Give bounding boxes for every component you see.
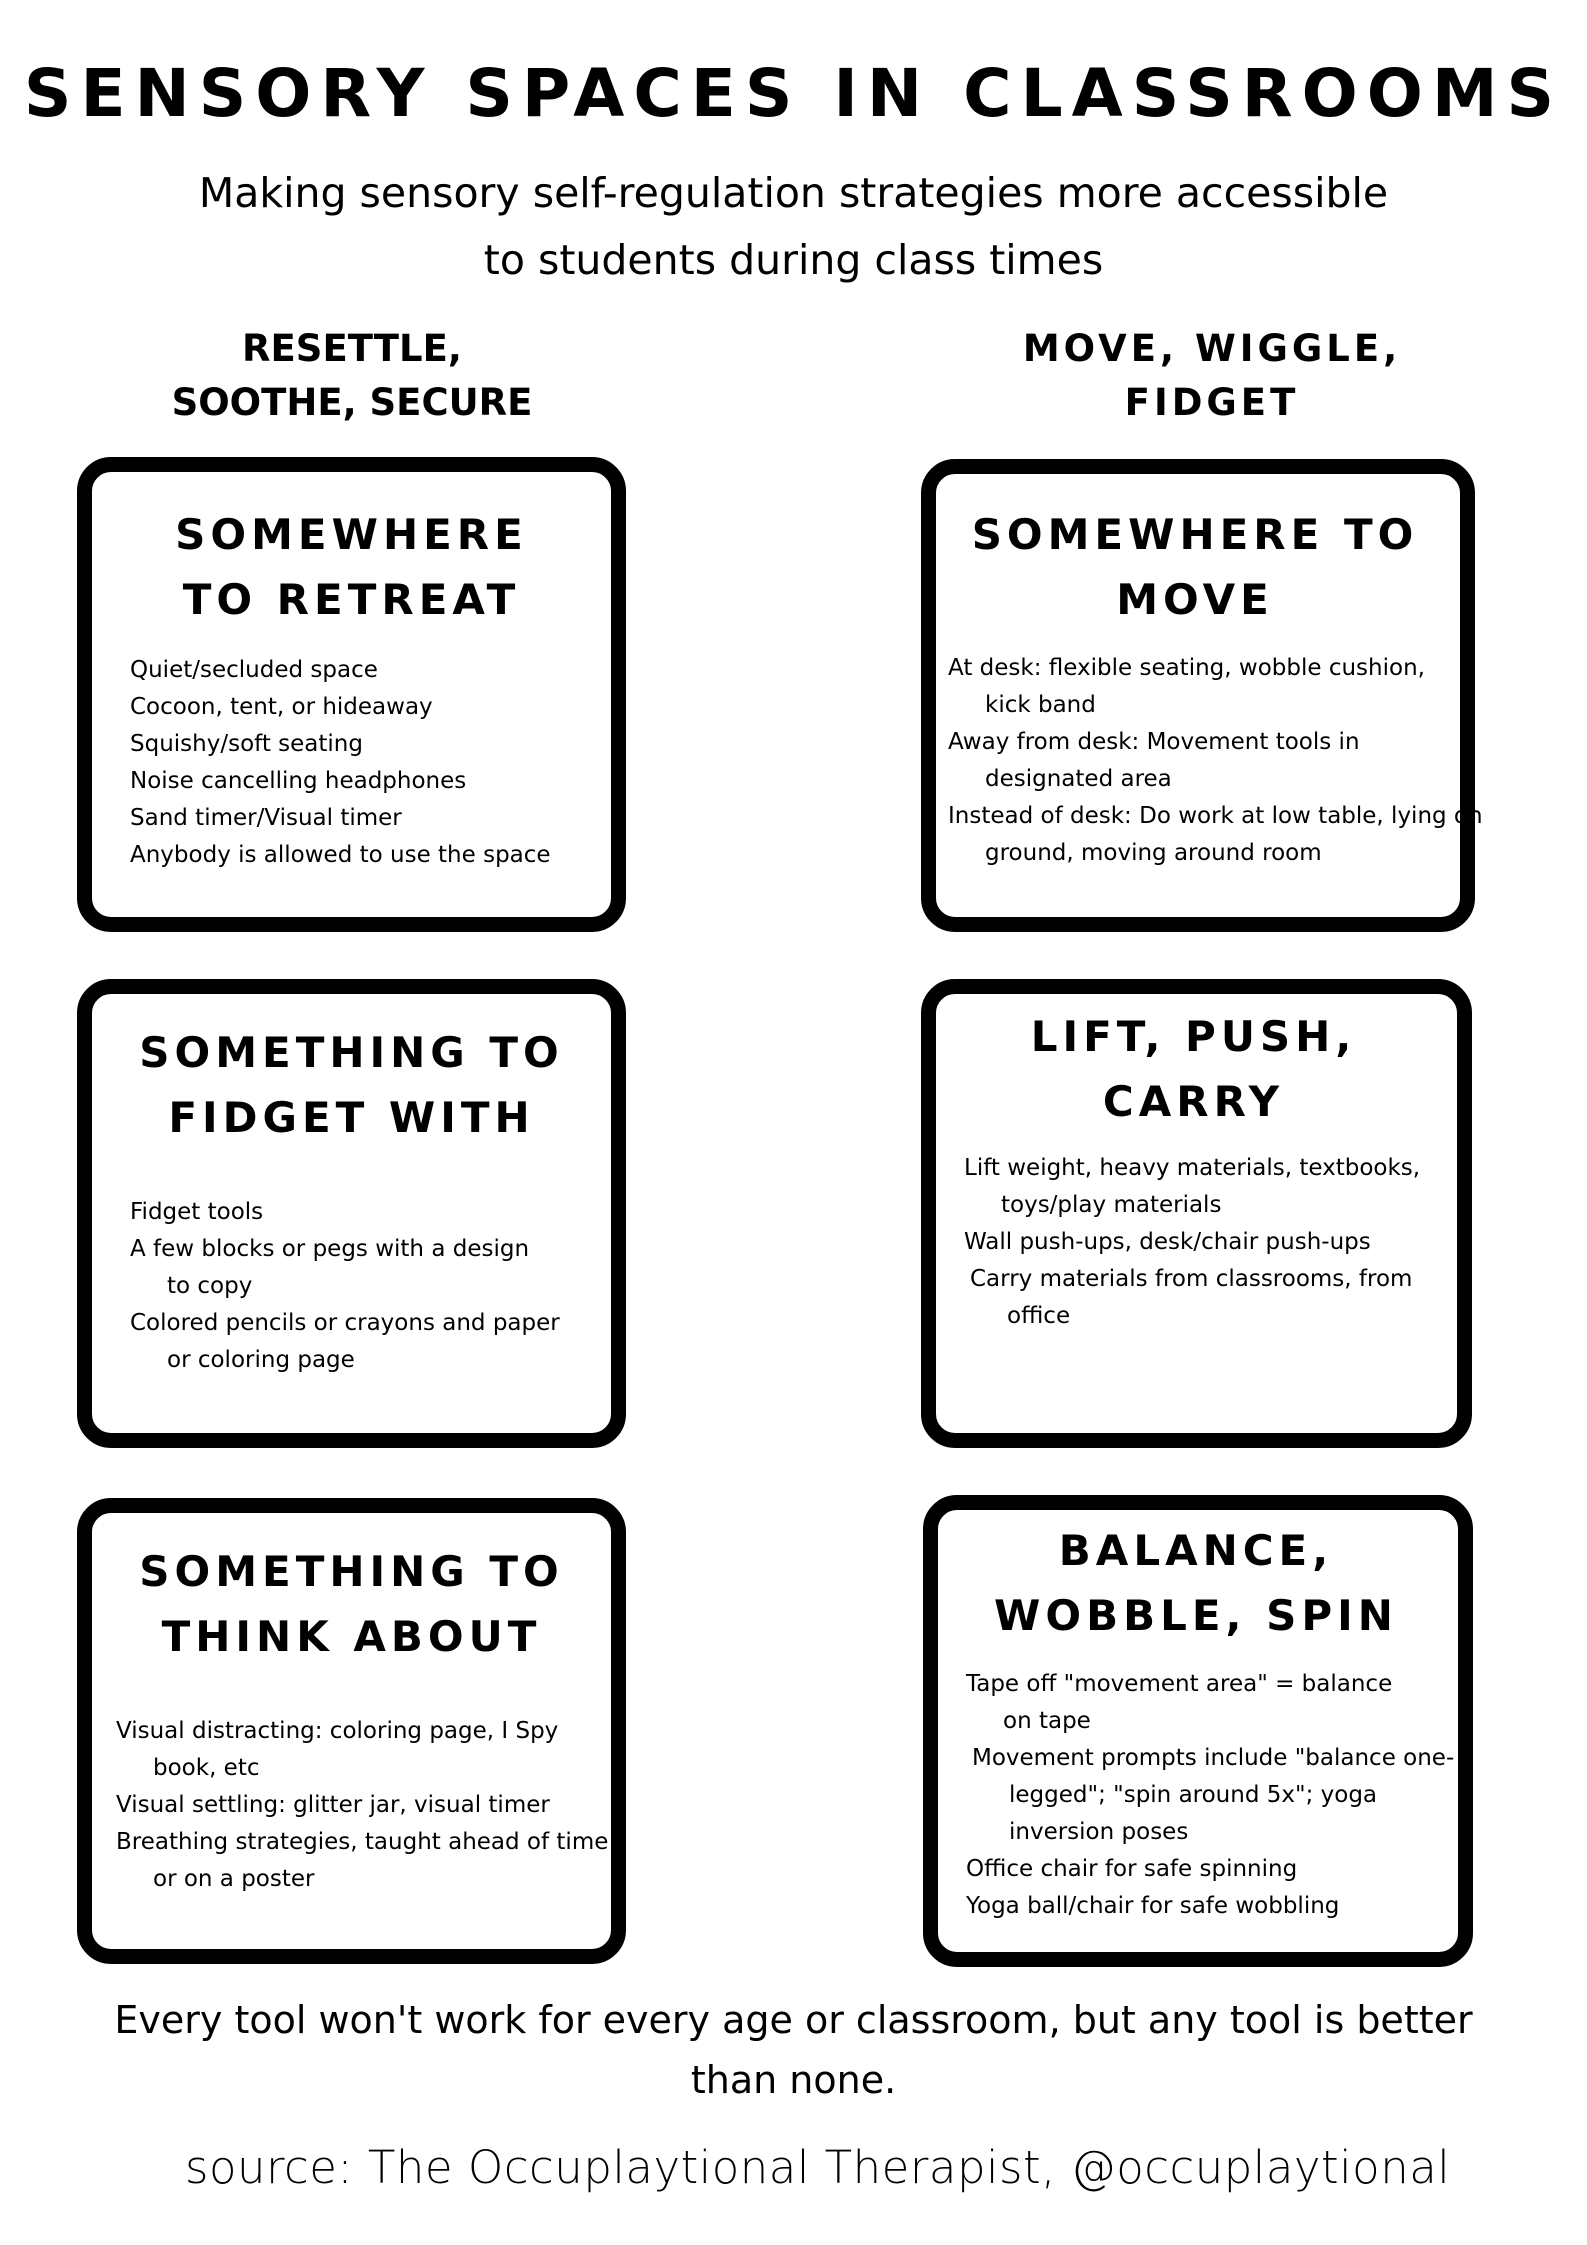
card-balance-wobble-spin xyxy=(923,1495,1473,1967)
card-item-list xyxy=(966,1666,1455,1925)
list-item: Fidget tools xyxy=(130,1199,264,1225)
list-item: Movement prompts include "balance one-legged"; "spin around 5x"; yoga inversion poses xyxy=(972,1745,1455,1845)
list-item: Breathing strategies, taught ahead of time or on a poster xyxy=(116,1829,609,1892)
list-item: Away from desk: Movement tools in designated area xyxy=(948,729,1360,792)
list-item: Noise cancelling headphones xyxy=(130,768,467,794)
card-title-line-2: MOVE xyxy=(1116,575,1274,624)
footer-note: Every tool won't work for every age or classroom, but any tool is better than none. xyxy=(114,1998,1473,2102)
column-header-line-1: RESETTLE, xyxy=(242,327,462,370)
list-item: Office chair for safe spinning xyxy=(966,1856,1298,1882)
card-title-line-2: FIDGET WITH xyxy=(168,1093,535,1142)
card-something-to-fidget-with xyxy=(77,979,626,1448)
list-item: Yoga ball/chair for safe wobbling xyxy=(966,1893,1340,1919)
card-title xyxy=(948,1004,1439,1134)
list-item: Cocoon, tent, or hideaway xyxy=(130,694,433,720)
card-item-list xyxy=(130,652,591,874)
card-title-line-2: TO RETREAT xyxy=(182,575,521,624)
card-title-line-1: SOMEWHERE xyxy=(175,510,528,559)
card-title xyxy=(112,1020,591,1150)
column-header-resettle xyxy=(92,322,612,430)
card-title-line-1: BALANCE, xyxy=(1058,1526,1334,1575)
card-item-list xyxy=(964,1150,1439,1335)
subtitle-line-1: Making sensory self-regulation strategies more accessible xyxy=(198,169,1389,217)
list-item: A few blocks or pegs with a design to copy xyxy=(130,1236,530,1299)
source-credit: source: The Occuplaytional Therapist, @occuplaytional xyxy=(185,2141,1451,2194)
page-subtitle xyxy=(60,160,1527,294)
card-title-line-1: SOMETHING TO xyxy=(139,1547,564,1596)
list-item: At desk: flexible seating, wobble cushion, kick band xyxy=(948,655,1425,718)
subtitle-line-2: to students during class times xyxy=(483,236,1104,284)
card-lift-push-carry xyxy=(921,979,1472,1448)
card-title xyxy=(948,502,1442,632)
card-title-line-1: SOMETHING TO xyxy=(139,1028,564,1077)
card-item-list xyxy=(130,1194,591,1379)
list-item: Sand timer/Visual timer xyxy=(130,805,402,831)
card-title-line-1: LIFT, PUSH, xyxy=(1030,1012,1357,1061)
card-something-to-think-about xyxy=(77,1498,626,1964)
list-item: Tape off "movement area" = balance on tape xyxy=(966,1671,1393,1734)
list-item: Carry materials from classrooms, from office xyxy=(970,1266,1413,1329)
card-somewhere-to-retreat xyxy=(77,457,626,932)
card-title xyxy=(112,502,591,632)
list-item: Lift weight, heavy materials, textbooks, toys/play materials xyxy=(964,1155,1421,1218)
list-item: Wall push-ups, desk/chair push-ups xyxy=(964,1229,1371,1255)
list-item: Anybody is allowed to use the space xyxy=(130,842,551,868)
list-item: Instead of desk: Do work at low table, lying on ground, moving around room xyxy=(948,803,1483,866)
list-item: Colored pencils or crayons and paper or coloring page xyxy=(130,1310,560,1373)
list-item: Quiet/secluded space xyxy=(130,657,378,683)
column-header-move xyxy=(952,322,1472,430)
column-header-line-2: SOOTHE, SECURE xyxy=(171,381,533,424)
page-title: SENSORY SPACES IN CLASSROOMS xyxy=(23,55,1564,132)
list-item: Visual settling: glitter jar, visual timer xyxy=(116,1792,550,1818)
column-header-line-2: FIDGET xyxy=(1124,381,1300,424)
card-title-line-2: THINK ABOUT xyxy=(161,1612,542,1661)
card-title xyxy=(106,1539,597,1669)
card-title-line-2: CARRY xyxy=(1102,1077,1285,1126)
list-item: Visual distracting: coloring page, I Spy book, etc xyxy=(116,1718,559,1781)
column-header-line-1: MOVE, WIGGLE, xyxy=(1022,327,1402,370)
card-title xyxy=(950,1518,1442,1648)
card-item-list xyxy=(948,650,1483,872)
card-item-list xyxy=(116,1713,609,1898)
card-title-line-1: SOMEWHERE TO xyxy=(971,510,1419,559)
list-item: Squishy/soft seating xyxy=(130,731,363,757)
card-title-line-2: WOBBLE, SPIN xyxy=(994,1591,1398,1640)
card-somewhere-to-move xyxy=(921,459,1483,932)
